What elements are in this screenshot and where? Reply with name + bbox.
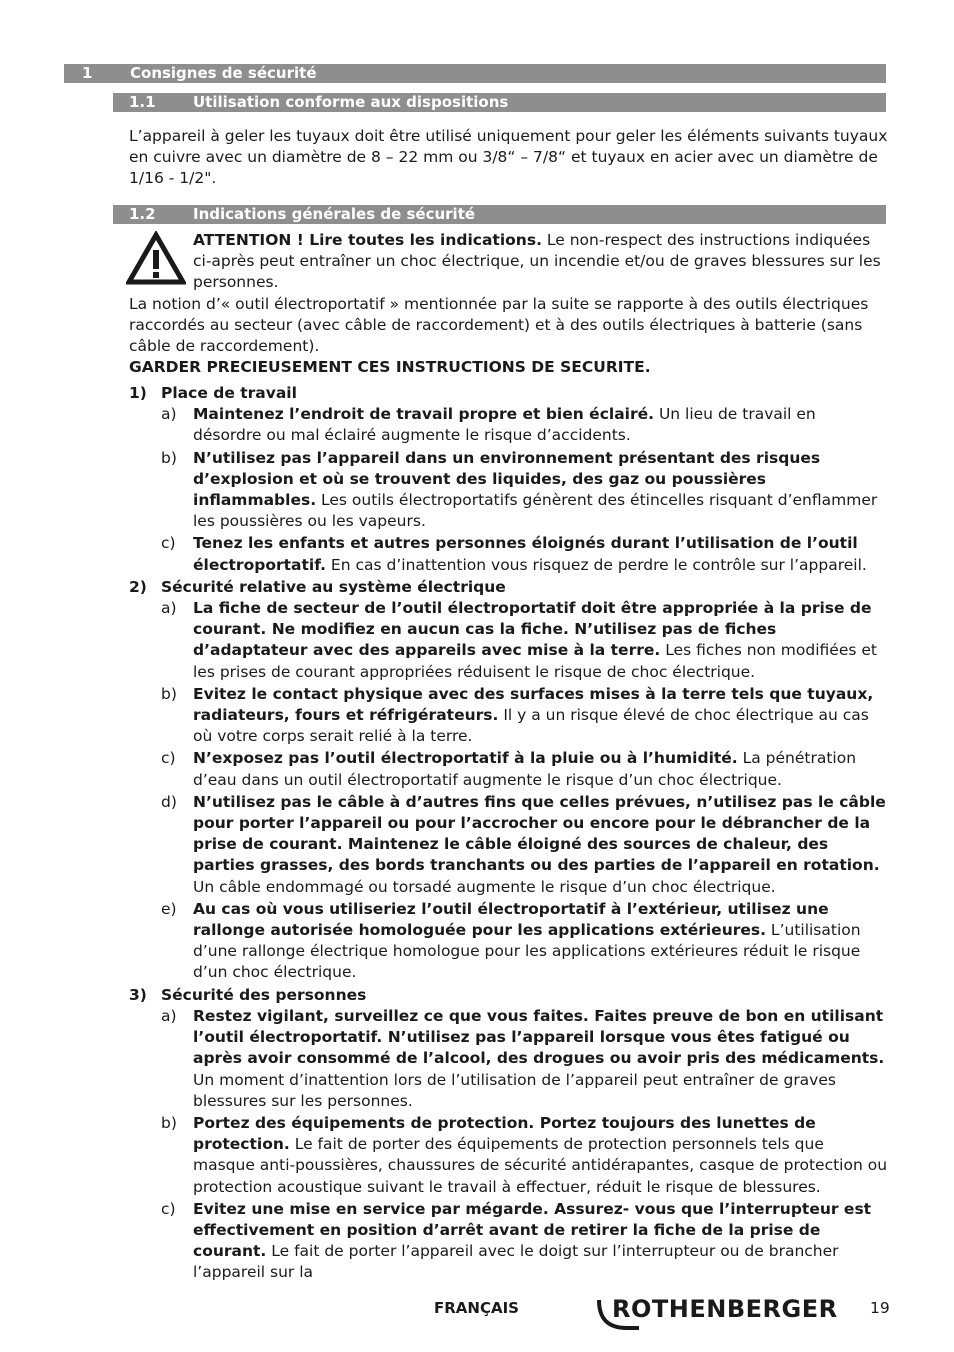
list-item-text: Un lieu de travail en désordre ou mal éclairé augmente le risque d’accidents. [193,405,816,445]
list-item-letter: b) [161,684,177,703]
list-item-text: Un moment d’inattention lors de l’utilisation de l’appareil peut entraîner de graves blessures sur les personnes. [193,1070,836,1110]
list-item [129,598,889,683]
list-item-letter: e) [161,899,177,918]
list-section-number: 3) [129,985,147,1004]
section-title: Utilisation conforme aux dispositions [193,93,509,111]
footer-language: FRANÇAIS [434,1299,519,1317]
list-section-number: 1) [129,384,147,402]
list-section-heading [129,383,889,404]
list-item [129,1113,889,1198]
list-item-bold: Evitez une mise en service par mégarde. Assurez- vous que l’interrupteur est effectivement en position d’arrêt avant de retirer la fiche de la prise de courant. [193,1199,872,1261]
list-item-bold: Restez vigilant, surveillez ce que vous faites. Faites preuve de bon en utilisant l’outil électroportatif. N’utilisez pas l’appareil lorsque vous êtes fatigué ou après avoir consommé de l’alcool, des drogues ou avoir pris des médicaments. [193,1006,885,1068]
list-item-bold: Tenez les enfants et autres personnes éloignés durant l’utilisation de l’outil électroportatif. [193,534,858,574]
list-item-letter: b) [161,448,177,467]
section-number: 1.2 [129,205,156,223]
section-title: Consignes de sécurité [130,64,317,82]
keep-instructions: GARDER PRECIEUSEMENT CES INSTRUCTIONS DE SECURITE. [129,358,651,376]
intro-paragraph: L’appareil à geler les tuyaux doit être utilisé uniquement pour geler les éléments suivants tuyaux en cuivre avec un diamètre de 8 – 22 mm ou 3/8“ – 7/8“ et tuyaux en acier avec un diamètre de 1/16 - 1/2". [129,127,888,188]
list-item-letter: c) [161,534,176,553]
list-item-text: La pénétration d’eau dans un outil électroportatif augmente le risque d’un choc électrique. [193,749,857,789]
list-section-title: Sécurité relative au système électrique [161,577,506,596]
list-section-title: Sécurité des personnes [161,985,367,1004]
list-item-text: En cas d’inattention vous risquez de perdre le contrôle sur l’appareil. [326,555,867,574]
list-section-heading [129,985,889,1006]
list-item [129,792,889,898]
list-item-letter: a) [161,405,177,424]
list-item-text: Il y a un risque élevé de choc électrique au cas où votre corps serait relié à la terre. [193,706,869,746]
list-item-letter: a) [161,599,177,618]
warning-triangle-icon [126,231,186,285]
list-item-bold: N’utilisez pas le câble à d’autres fins que celles prévues, n’utilisez pas le câble pour porter l’appareil ou pour l’accrocher ou encore pour le débrancher de la prise de courant. Maintenez le câble éloigné des sources de chaleur, des parties grasses, des bords tranchants ou des parties de l’appareil en rotation. [193,792,886,875]
list-item [129,448,889,533]
warning-bold: ATTENTION ! Lire toutes les indications. [193,231,542,249]
section-1-2-header [113,205,886,224]
list-section-heading [129,577,889,598]
list-item-letter: c) [161,749,176,768]
list-item-bold: N’exposez pas l’outil électroportatif à la pluie ou à l’humidité. [193,749,738,768]
list-item [129,899,889,984]
list-item-text: L’utilisation d’une rallonge électrique homologue pour les applications extérieures réduit le risque d’un choc électrique. [193,921,861,982]
list-item-bold: La fiche de secteur de l’outil électroportatif doit être appropriée à la prise de courant. Ne modifiez en aucun cas la fiche. N’utilisez pas de fiches d’adaptateur avec des appareils avec mise à la terre. [193,599,872,660]
section-title: Indications générales de sécurité [193,205,476,223]
list-item-bold: Portez des équipements de protection. Portez toujours des lunettes de protection. [193,1113,816,1154]
section-1-1-header [113,93,886,112]
list-item-text: Le fait de porter des équipements de protection personnels tels que masque anti-poussières, chaussures de sécurité antidérapantes, casque de protection ou protection acoustique suivant le travail à effectuer, réduit le risque de blessures. [193,1135,888,1196]
safety-list [129,383,889,1285]
section-number: 1 [82,64,93,82]
page-number: 19 [870,1299,890,1317]
list-item-letter: b) [161,1113,177,1132]
brand-name: ROTHENBERGER [612,1295,838,1323]
list-item-text: Un câble endommagé ou torsadé augmente le risque d’un choc électrique. [193,877,776,896]
list-item-bold: Au cas où vous utiliseriez l’outil électroportatif à l’extérieur, utilisez une rallonge autorisée homologuée pour les applications extérieures. [193,899,829,940]
list-item-bold: N’utilisez pas l’appareil dans un environnement présentant des risques d’explosion et où se trouvent des liquides, des gaz ou poussières inflammables. [193,448,821,510]
list-item [129,1006,889,1112]
list-item [129,404,889,446]
list-item-bold: Evitez le contact physique avec des surfaces mises à la terre tels que tuyaux, radiateurs, fours et réfrigérateurs. [193,684,874,725]
list-section-title: Place de travail [161,384,297,402]
list-item [129,748,889,790]
list-item-text: Les fiches non modifiées et les prises de courant appropriées réduisent le risque de choc électrique. [193,641,877,681]
list-item-text: Le fait de porter l’appareil avec le doigt sur l’interrupteur ou de brancher l’appareil sur la [193,1242,839,1282]
list-item [129,684,889,748]
warning-text [193,230,888,294]
warning-body: Le non-respect des instructions indiquées ci-après peut entraîner un choc électrique, un incendie et/ou de graves blessures sur les personnes. [193,231,881,292]
list-item-letter: c) [161,1199,176,1218]
section-number: 1.1 [129,93,156,111]
notion-paragraph: La notion d’« outil électroportatif » mentionnée par la suite se rapporte à des outils électriques raccordés au secteur (avec câble de raccordement) et à des outils électriques à batterie (sans câble de raccordement). [129,295,869,356]
section-1-header [64,64,886,83]
list-section-number: 2) [129,577,147,596]
list-item [129,1199,889,1284]
list-item-letter: d) [161,792,177,811]
list-item-text: Les outils électroportatifs génèrent des étincelles risquant d’enflammer les poussières ou les vapeurs. [193,491,878,531]
list-item-letter: a) [161,1006,177,1025]
list-item [129,533,889,575]
list-item-bold: Maintenez l’endroit de travail propre et bien éclairé. [193,405,655,424]
